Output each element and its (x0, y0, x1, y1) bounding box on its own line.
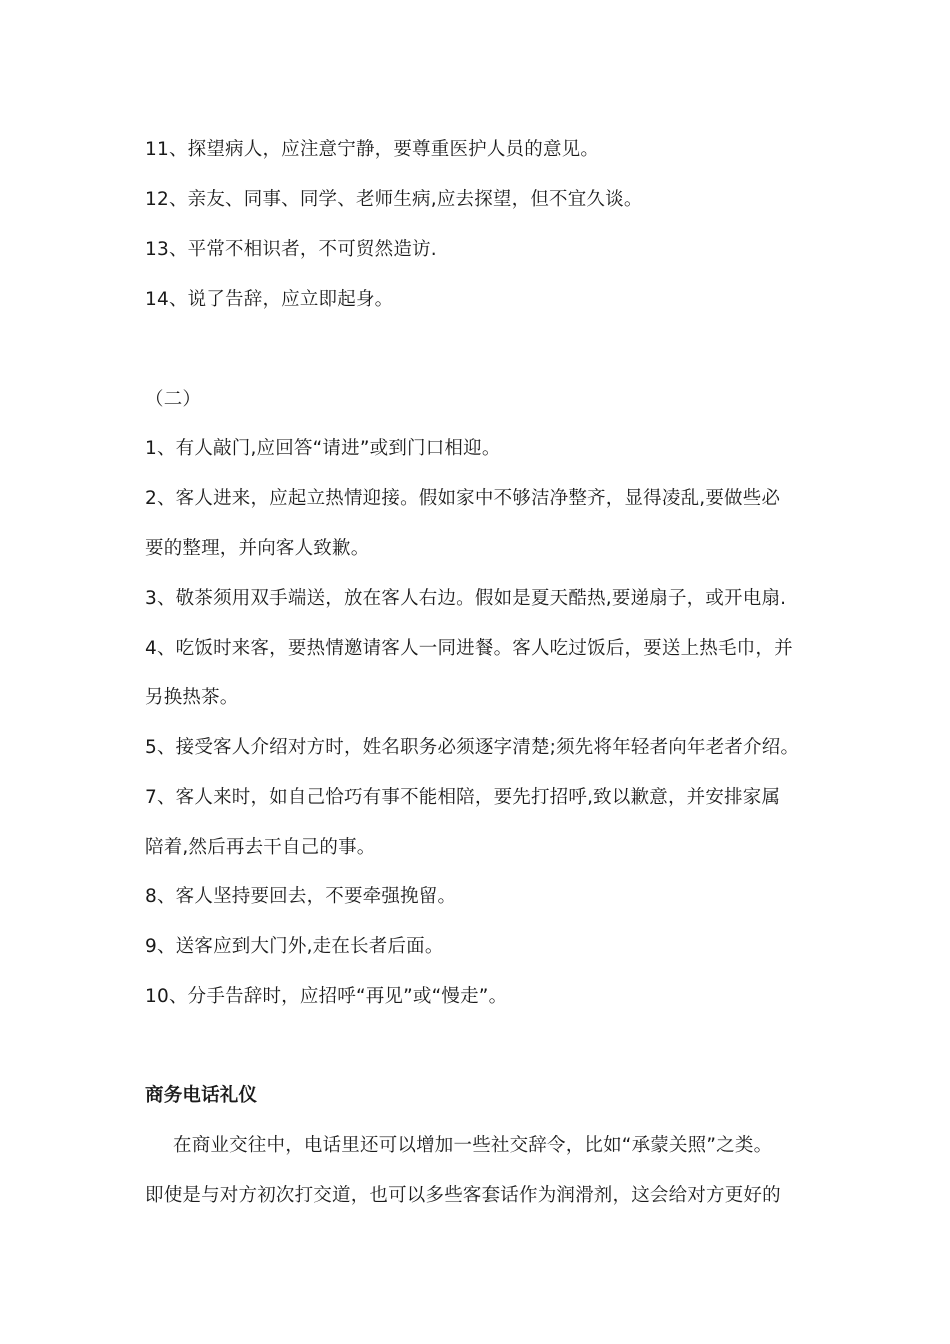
section-two-line-8: 8、客人坚持要回去，不要牵强挽留。 (145, 886, 457, 907)
section-two-line-4-cont: 另换热茶。 (145, 687, 239, 708)
section-two-line-9: 9、送客应到大门外,走在长者后面。 (145, 936, 444, 957)
section-two-line-1: 1、有人敲门,应回答“请进”或到门口相迎。 (145, 438, 501, 459)
section-two-line-10: 10、分手告辞时，应招呼“再见”或“慢走”。 (145, 986, 508, 1007)
section-two-line-5: 5、接受客人介绍对方时，姓名职务必须逐字清楚;须先将年轻者向年老者介绍。 (145, 737, 800, 758)
rule-line-13: 13、平常不相识者，不可贸然造访. (145, 239, 437, 260)
section-two-line-7: 7、客人来时，如自己恰巧有事不能相陪，要先打招呼,致以歉意，并安排家属 (145, 787, 781, 808)
section-two-line-3: 3、敬茶须用双手端送，放在客人右边。假如是夏天酷热,要递扇子，或开电扇. (145, 588, 787, 609)
section-two-line-4: 4、吃饭时来客，要热情邀请客人一同进餐。客人吃过饭后，要送上热毛巾，并 (145, 638, 793, 659)
section-two-title: （二） (145, 389, 202, 410)
rule-line-12: 12、亲友、同事、同学、老师生病,应去探望，但不宜久谈。 (145, 189, 643, 210)
section-three-paragraph-line-1: 在商业交往中，电话里还可以增加一些社交辞令，比如“承蒙关照”之类。 (173, 1135, 773, 1156)
section-three-paragraph-line-2: 即使是与对方初次打交道，也可以多些客套话作为润滑剂，这会给对方更好的 (145, 1185, 781, 1206)
section-two-line-2-cont: 要的整理，并向客人致歉。 (145, 538, 370, 559)
rule-line-11: 11、探望病人，应注意宁静，要尊重医护人员的意见。 (145, 139, 600, 160)
rule-line-14: 14、说了告辞，应立即起身。 (145, 289, 394, 310)
section-three-heading: 商务电话礼仪 (145, 1085, 258, 1106)
section-two-line-2: 2、客人进来，应起立热情迎接。假如家中不够洁净整齐，显得凌乱,要做些必 (145, 488, 781, 509)
section-two-line-7-cont: 陪着,然后再去干自己的事。 (145, 837, 376, 858)
